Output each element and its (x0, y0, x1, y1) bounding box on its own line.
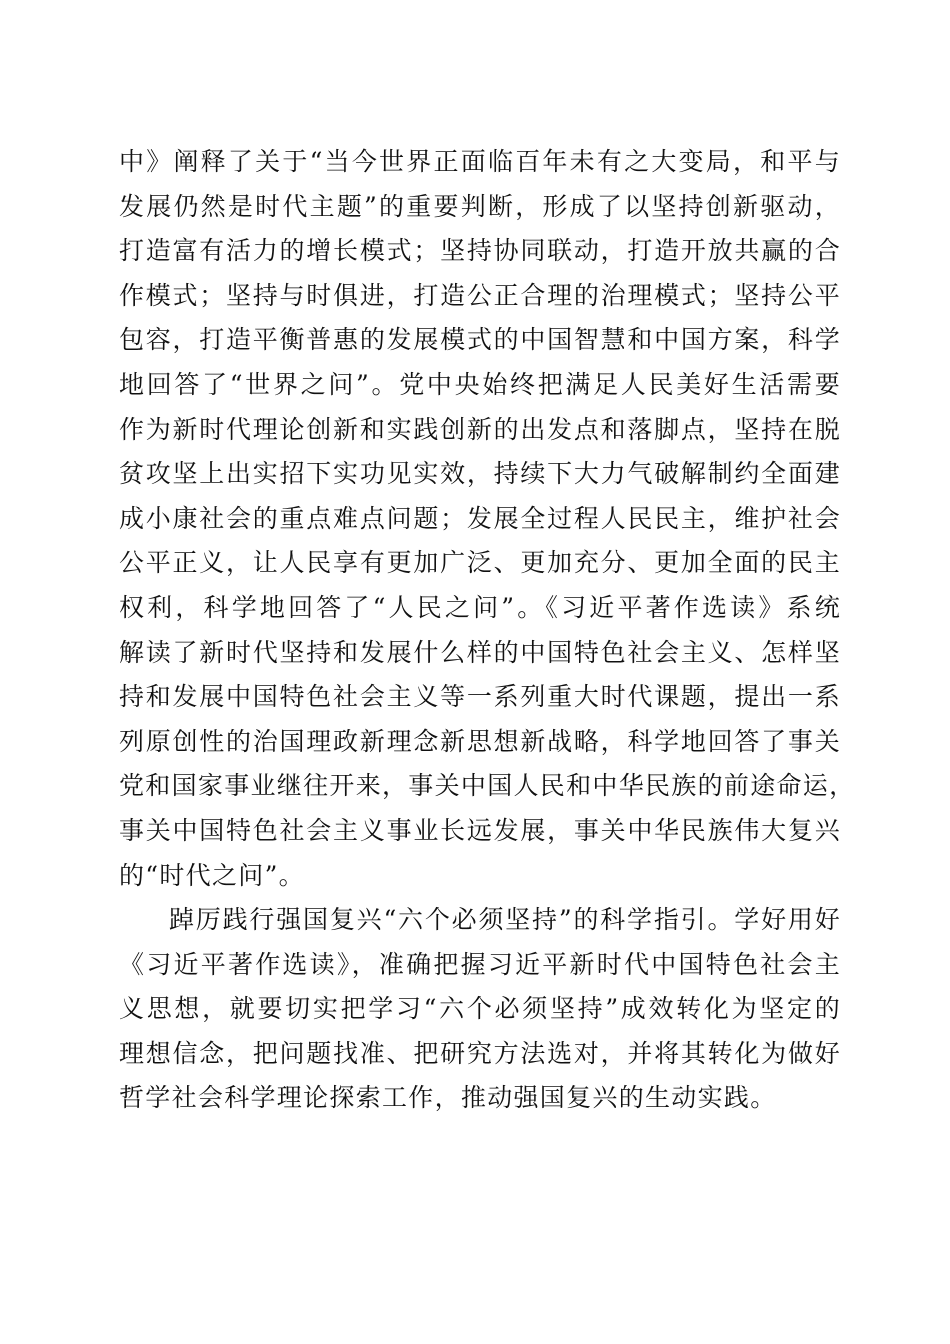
text-line: 持和发展中国特色社会主义等一系列重大时代课题，提出一系 (119, 682, 841, 712)
paragraph-2 (119, 898, 841, 1121)
text-line: 中》阐释了关于“当今世界正面临百年未有之大变局，和平与 (119, 147, 841, 176)
text-line: 义思想，就要切实把学习“六个必须坚持”成效转化为坚定的 (119, 994, 841, 1024)
text-line: 作模式；坚持与时俱进，打造公正合理的治理模式；坚持公平 (119, 280, 841, 310)
text-line: 贫攻坚上出实招下实功见实效，持续下大力气破解制约全面建 (119, 459, 841, 489)
text-line: 公平正义，让人民享有更加广泛、更加充分、更加全面的民主 (119, 548, 841, 578)
text-line: 理想信念，把问题找准、把研究方法选对，并将其转化为做好 (119, 1038, 841, 1068)
text-line: 列原创性的治国理政新理念新思想新战略，科学地回答了事关 (119, 726, 841, 756)
text-line: 哲学社会科学理论探索工作，推动强国复兴的生动实践。 (119, 1083, 777, 1113)
text-line: 权利，科学地回答了“人民之问”。《习近平著作选读》系统 (119, 592, 841, 622)
paragraph-1 (119, 140, 856, 898)
text-line: 包容，打造平衡普惠的发展模式的中国智慧和中国方案，科学 (119, 325, 841, 355)
text-line: 作为新时代理论创新和实践创新的出发点和落脚点，坚持在脱 (119, 414, 841, 444)
text-line: 发展仍然是时代主题”的重要判断，形成了以坚持创新驱动， (119, 191, 841, 221)
text-line: 事关中国特色社会主义事业长远发展，事关中华民族伟大复兴 (119, 815, 841, 845)
text-line: 党和国家事业继往开来，事关中国人民和中华民族的前途命运， (119, 771, 856, 801)
text-line: 《习近平著作选读》，准确把握习近平新时代中国特色社会主 (119, 949, 841, 979)
document-body (119, 140, 856, 1121)
text-line: 踔厉践行强国复兴“六个必须坚持”的科学指引。学好用好 (169, 905, 841, 935)
text-line: 的“时代之问”。 (119, 860, 305, 890)
text-line: 地回答了“世界之问”。党中央始终把满足人民美好生活需要 (119, 369, 841, 399)
text-line: 解读了新时代坚持和发展什么样的中国特色社会主义、怎样坚 (119, 637, 841, 667)
text-line: 成小康社会的重点难点问题；发展全过程人民民主，维护社会 (119, 503, 841, 533)
text-line: 打造富有活力的增长模式；坚持协同联动，打造开放共赢的合 (119, 236, 841, 266)
